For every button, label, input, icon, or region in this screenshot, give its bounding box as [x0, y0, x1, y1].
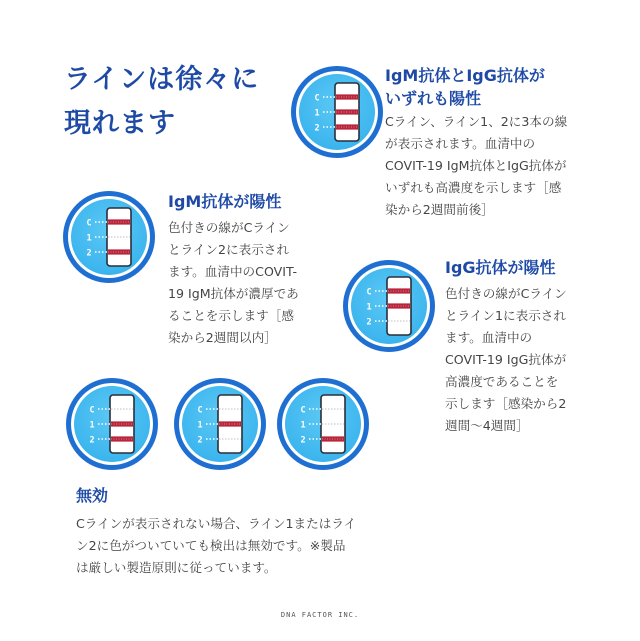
- igm-positive-description: 色付きの線がCライン とライン2に表示され ます。血清中のCOVIT- 19 IgM抗体が濃厚であ ることを示します［感 染から2週間以内］: [168, 220, 299, 345]
- strip-label-c: C: [86, 218, 92, 229]
- strip-label-1: 1: [366, 302, 372, 313]
- strip-label-c: C: [197, 405, 203, 416]
- test-badge-invalid-2: [172, 376, 268, 472]
- invalid-description: Cラインが表示されない場合、ライン1またはライ ン2に色がついていても検出は無効です。※製品 は厳しい製造原則に従っています。: [76, 516, 357, 575]
- test-strip-badge-svg: [341, 258, 437, 354]
- strip-label-2: 2: [197, 435, 203, 446]
- invalid-title: 無効: [76, 486, 109, 505]
- igg-positive-description: 色付きの線がCライン とライン1に表示され ます。血清中の COVIT-19 IgG抗体が 高濃度であることを 示します［感染から2 週間〜4週間］: [445, 286, 567, 433]
- test-badge-igm-positive: [61, 189, 157, 285]
- footer-company-name: DNA FACTOR INC.: [280, 611, 360, 619]
- test-strip-badge-svg: [172, 376, 268, 472]
- test-badge-igg-positive: [341, 258, 437, 354]
- test-strip-badge-svg: [64, 376, 160, 472]
- test-badge-both-positive: [289, 64, 385, 160]
- strip-label-2: 2: [300, 435, 306, 446]
- strip-label-c: C: [89, 405, 95, 416]
- strip-label-c: C: [300, 405, 306, 416]
- strip-label-c: C: [366, 287, 372, 298]
- strip-label-2: 2: [366, 317, 372, 328]
- test-strip-badge-svg: [275, 376, 371, 472]
- main-title: [64, 58, 259, 146]
- strip-label-1: 1: [314, 108, 320, 119]
- test-badge-invalid-1: [64, 376, 160, 472]
- strip-label-2: 2: [86, 248, 92, 259]
- strip-label-1: 1: [86, 233, 92, 244]
- igm-positive-title: IgM抗体が陽性: [168, 192, 282, 211]
- both-positive-description: Cライン、ライン1、2に3本の線 が表示されます。血清中の COVIT-19 IgM抗体とIgG抗体が いずれも高濃度を示します［感 染から2週間前後］: [385, 114, 568, 217]
- strip-label-2: 2: [314, 123, 320, 134]
- both-positive-title: IgM抗体とIgG抗体が いずれも陽性: [385, 66, 545, 108]
- strip-label-2: 2: [89, 435, 95, 446]
- strip-label-c: C: [314, 93, 320, 104]
- igg-positive-title: IgG抗体が陽性: [445, 258, 556, 277]
- test-strip-badge-svg: [61, 189, 157, 285]
- strip-label-1: 1: [197, 420, 203, 431]
- main-title-line-2: 現れます: [64, 108, 176, 139]
- test-badge-invalid-3: [275, 376, 371, 472]
- strip-label-1: 1: [89, 420, 95, 431]
- strip-label-1: 1: [300, 420, 306, 431]
- main-title-line-1: ラインは徐々に: [64, 64, 260, 95]
- test-strip-badge-svg: [289, 64, 385, 160]
